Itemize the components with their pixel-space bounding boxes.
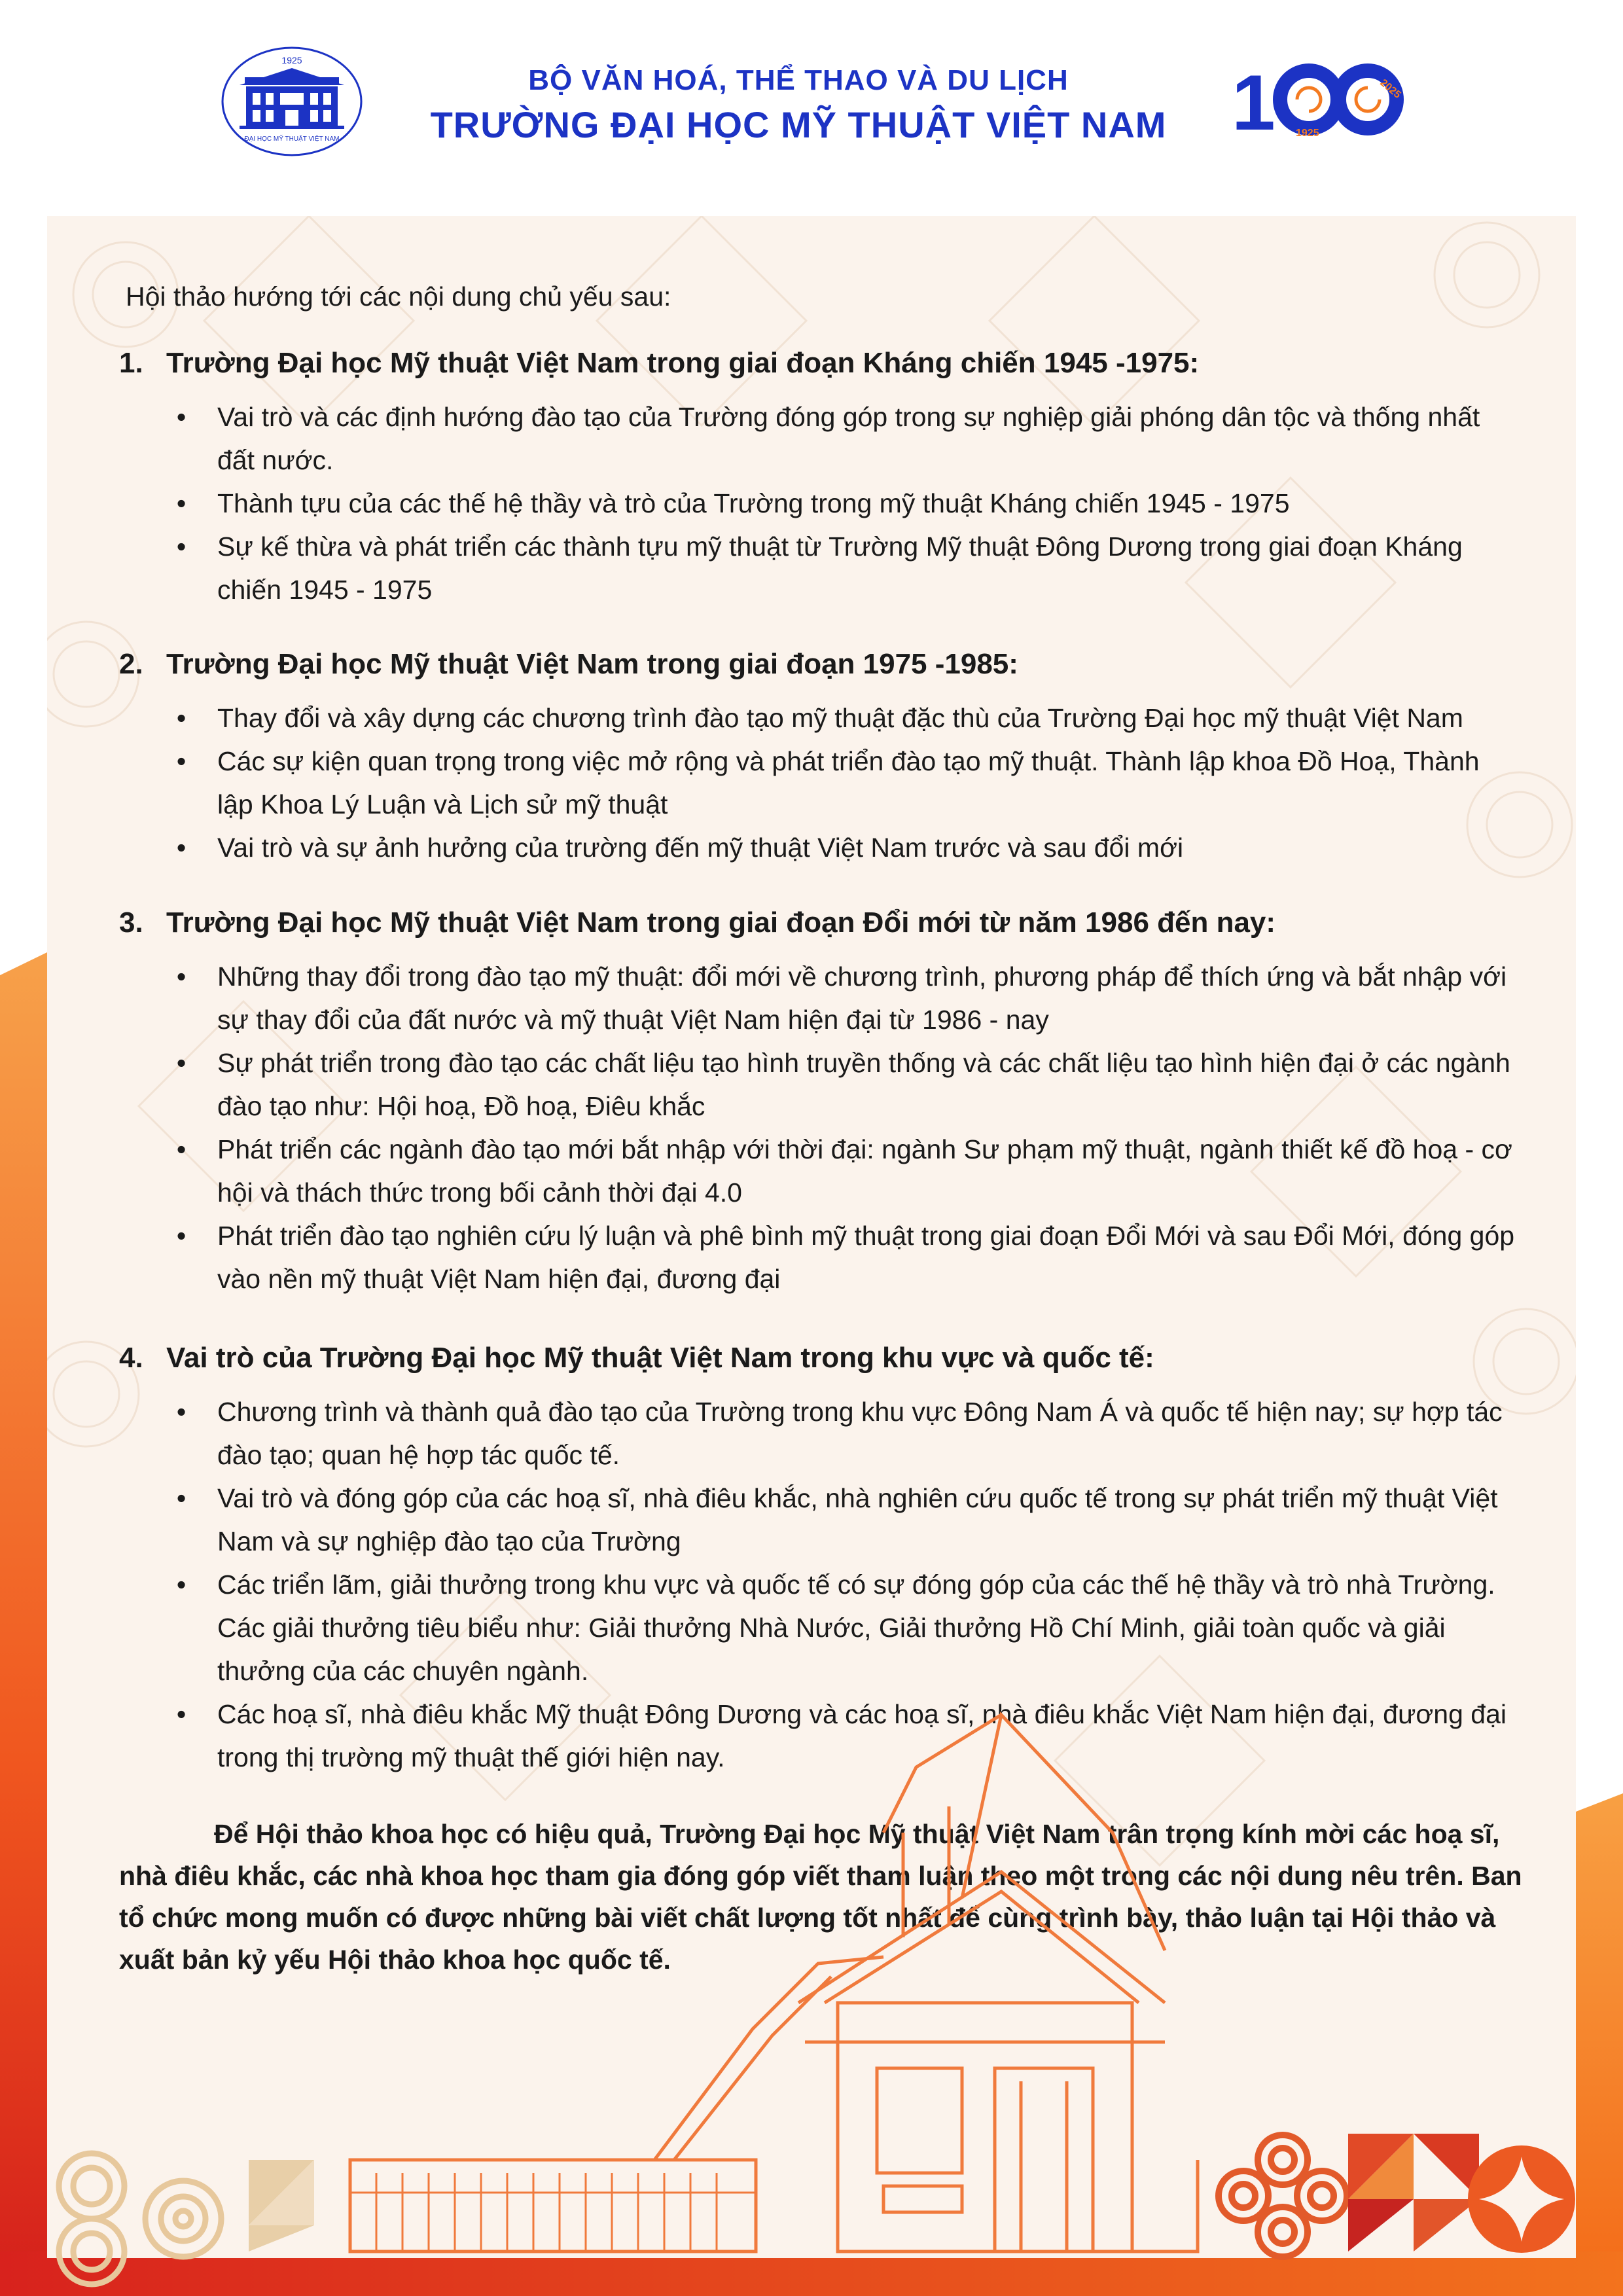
bullet-list — [119, 1390, 1559, 1779]
svg-text:ĐẠI HỌC MỸ THUẬT VIỆT NAM: ĐẠI HỌC MỸ THUẬT VIỆT NAM — [244, 135, 340, 143]
intro-text: Hội thảo hướng tới các nội dung chủ yếu sau: — [126, 281, 671, 312]
list-item: • Vai trò và đóng góp của các hoạ sĩ, nhà điêu khắc, nhà nghiên cứu quốc tế trong sự phát triển mỹ thuật Việt Nam và sự nghiệp đào tạo của Trường — [119, 1477, 1559, 1563]
bullet-icon: • — [176, 1483, 187, 1513]
list-item: • Vai trò và các định hướng đào tạo của Trường đóng góp trong sự nghiệp giải phóng dân tộc và thống nhất đất nước. — [119, 395, 1559, 482]
centennial-logo-icon — [1230, 59, 1407, 144]
bullet-icon: • — [176, 1397, 187, 1427]
section-heading: Trường Đại học Mỹ thuật Việt Nam trong giai đoạn Kháng chiến 1945 -1975: — [166, 347, 1200, 379]
bullet-icon: • — [176, 746, 187, 776]
list-item: • Các hoạ sĩ, nhà điêu khắc Mỹ thuật Đông Dương và các hoạ sĩ, nhà điêu khắc Việt Nam hiện đại, đương đại trong thị trường mỹ thuật thế giới hiện nay. — [119, 1693, 1559, 1779]
bullet-icon: • — [176, 1221, 187, 1251]
section-title — [119, 648, 1559, 681]
section-heading: Vai trò của Trường Đại học Mỹ thuật Việt Nam trong khu vực và quốc tế: — [166, 1342, 1154, 1374]
section-number: 3. — [119, 906, 143, 939]
list-item: • Thành tựu của các thế hệ thầy và trò của Trường trong mỹ thuật Kháng chiến 1945 - 1975 — [119, 482, 1559, 525]
bullet-list — [119, 955, 1559, 1300]
list-item: • Sự kế thừa và phát triển các thành tựu mỹ thuật từ Trường Mỹ thuật Đông Dương trong giai đoạn Kháng chiến 1945 - 1975 — [119, 525, 1559, 611]
section-heading: Trường Đại học Mỹ thuật Việt Nam trong giai đoạn 1975 -1985: — [166, 648, 1018, 680]
bullet-icon: • — [176, 833, 187, 863]
university-emblem-icon — [220, 46, 364, 157]
bullet-icon: • — [176, 1699, 187, 1729]
list-item: • Chương trình và thành quả đào tạo của Trường trong khu vực Đông Nam Á và quốc tế hiện nay; sự hợp tác đào tạo; quan hệ hợp tác quốc tế. — [119, 1390, 1559, 1477]
bullet-icon: • — [176, 402, 187, 432]
section-number: 2. — [119, 648, 143, 680]
list-item: • Sự phát triển trong đào tạo các chất liệu tạo hình truyền thống và các chất liệu tạo hình hiện đại ở các ngành đào tạo như: Hội hoạ, Đồ hoạ, Điêu khắc — [119, 1041, 1559, 1128]
list-item: • Thay đổi và xây dựng các chương trình đào tạo mỹ thuật đặc thù của Trường Đại học mỹ thuật Việt Nam — [119, 696, 1559, 740]
ministry-name: BỘ VĂN HOÁ, THỂ THAO VÀ DU LỊCH — [528, 64, 1069, 96]
section-title — [119, 906, 1559, 939]
list-item: • Các triển lãm, giải thưởng trong khu vực và quốc tế có sự đóng góp của các thế hệ thầy và trò nhà Trường. Các giải thưởng tiêu biểu như: Giải thưởng Nhà Nước, Giải thưởng Hồ Chí Minh, giải toàn quốc và giải thưởng của các chuyên ngành. — [119, 1563, 1559, 1693]
section-number: 4. — [119, 1342, 143, 1374]
list-item: • Những thay đổi trong đào tạo mỹ thuật: đổi mới về chương trình, phương pháp để thích ứng và bắt nhập với sự thay đổi của đất nước và mỹ thuật Việt Nam hiện đại từ 1986 - nay — [119, 955, 1559, 1041]
bullet-icon: • — [176, 1134, 187, 1164]
list-item: • Phát triển đào tạo nghiên cứu lý luận và phê bình mỹ thuật trong giai đoạn Đổi Mới và sau Đổi Mới, đóng góp vào nền mỹ thuật Việt Nam hiện đại, đương đại — [119, 1214, 1559, 1300]
list-item: • Phát triển các ngành đào tạo mới bắt nhập với thời đại: ngành Sư phạm mỹ thuật, ngành thiết kế đồ hoạ - cơ hội và thách thức trong bối cảnh thời đại 4.0 — [119, 1128, 1559, 1214]
bullet-icon: • — [176, 961, 187, 992]
bullet-icon: • — [176, 531, 187, 562]
section-2 — [119, 648, 1559, 869]
bullet-list — [119, 696, 1559, 869]
page-header — [0, 0, 1623, 216]
svg-text:1925: 1925 — [281, 55, 302, 65]
university-name: TRƯỜNG ĐẠI HỌC MỸ THUẬT VIỆT NAM — [430, 104, 1167, 145]
section-3 — [119, 906, 1559, 1300]
bullet-icon: • — [176, 488, 187, 518]
document-body — [47, 216, 1576, 2258]
svg-text:1: 1 — [1232, 59, 1275, 144]
section-heading: Trường Đại học Mỹ thuật Việt Nam trong giai đoạn Đổi mới từ năm 1986 đến nay: — [166, 906, 1276, 939]
svg-text:1925: 1925 — [1296, 128, 1319, 139]
section-title — [119, 1342, 1559, 1374]
bullet-icon: • — [176, 1048, 187, 1078]
bullet-icon: • — [176, 1570, 187, 1600]
section-title — [119, 347, 1559, 380]
section-4 — [119, 1342, 1559, 1779]
section-1 — [119, 347, 1559, 611]
bullet-icon: • — [176, 703, 187, 733]
list-item: • Các sự kiện quan trọng trong việc mở rộng và phát triển đào tạo mỹ thuật. Thành lập khoa Đồ Hoạ, Thành lập Khoa Lý Luận và Lịch sử mỹ thuật — [119, 740, 1559, 826]
svg-text:2025: 2025 — [1378, 77, 1403, 101]
bullet-list — [119, 395, 1559, 611]
section-number: 1. — [119, 347, 143, 379]
closing-paragraph: Để Hội thảo khoa học có hiệu quả, Trường Đại học Mỹ thuật Việt Nam trân trọng kính mời các hoạ sĩ, nhà điêu khắc, các nhà khoa học tham gia đóng góp viết tham luận theo một trong các nội dung nêu trên. Ban tổ chức mong muốn có được những bài viết chất lượng tốt nhất để cùng trình bày, thảo luận tại Hội thảo và xuất bản kỷ yếu Hội thảo khoa học quốc tế. — [119, 1819, 1522, 1975]
list-item: • Vai trò và sự ảnh hưởng của trường đến mỹ thuật Việt Nam trước và sau đổi mới — [119, 826, 1559, 869]
